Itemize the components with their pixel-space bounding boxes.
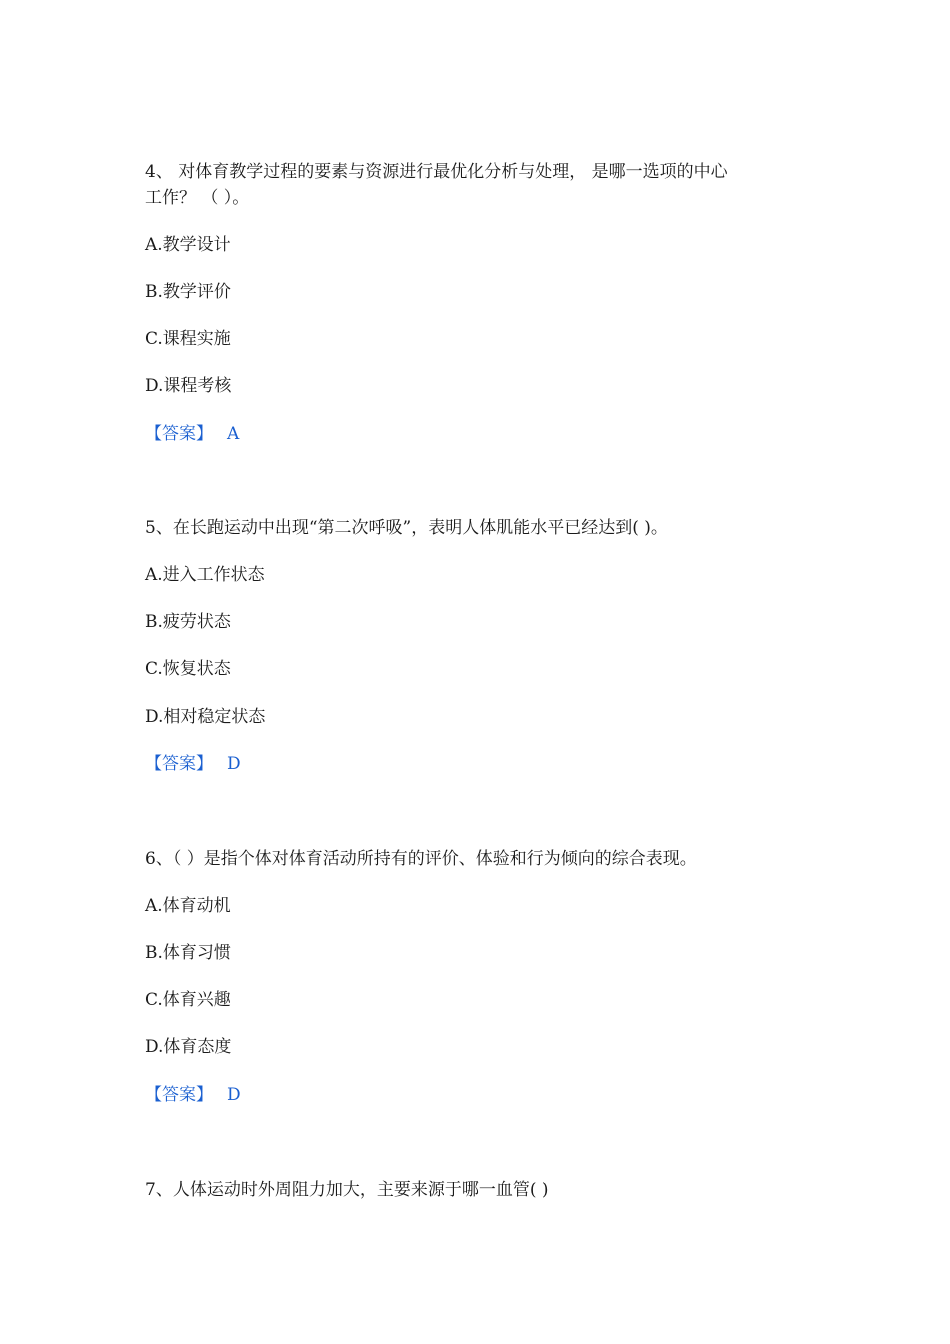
question-6-option-d: D.体育态度	[145, 1037, 232, 1057]
question-5-stem: 5、在长跑运动中出现“第二次呼吸”，表明人体肌能水平已经达到( )。	[145, 518, 668, 538]
answer-tag: 【答案】	[145, 424, 213, 444]
question-6-option-c: C.体育兴趣	[145, 990, 231, 1010]
question-4-stem-line-1: 4、 对体育教学过程的要素与资源进行最优化分析与处理， 是哪一选项的中心	[145, 162, 728, 182]
answer-value: A	[227, 424, 240, 444]
question-5-option-b: B.疲劳状态	[145, 612, 231, 632]
answer-tag: 【答案】	[145, 1085, 213, 1105]
answer-value: D	[227, 1085, 241, 1105]
question-7-stem: 7、人体运动时外周阻力加大，主要来源于哪一血管( )	[145, 1180, 549, 1200]
question-5-option-d: D.相对稳定状态	[145, 707, 266, 727]
answer-value: D	[227, 754, 241, 774]
question-6-stem: 6、（ ）是指个体对体育活动所持有的评价、体验和行为倾向的综合表现。	[145, 849, 697, 869]
question-6-answer	[145, 1083, 241, 1107]
question-4-option-b: B.教学评价	[145, 282, 231, 302]
question-5-option-a: A.进入工作状态	[145, 565, 265, 585]
question-6-option-b: B.体育习惯	[145, 943, 231, 963]
question-5-option-c: C.恢复状态	[145, 659, 231, 679]
question-5-answer	[145, 752, 241, 776]
answer-tag: 【答案】	[145, 754, 213, 774]
question-4-option-d: D.课程考核	[145, 376, 232, 396]
question-6-option-a: A.体育动机	[145, 896, 231, 916]
question-4-option-a: A.教学设计	[145, 235, 231, 255]
question-4-stem-line-2: 工作？ （ ）。	[145, 188, 250, 208]
question-4-answer	[145, 422, 239, 446]
question-4-option-c: C.课程实施	[145, 329, 231, 349]
